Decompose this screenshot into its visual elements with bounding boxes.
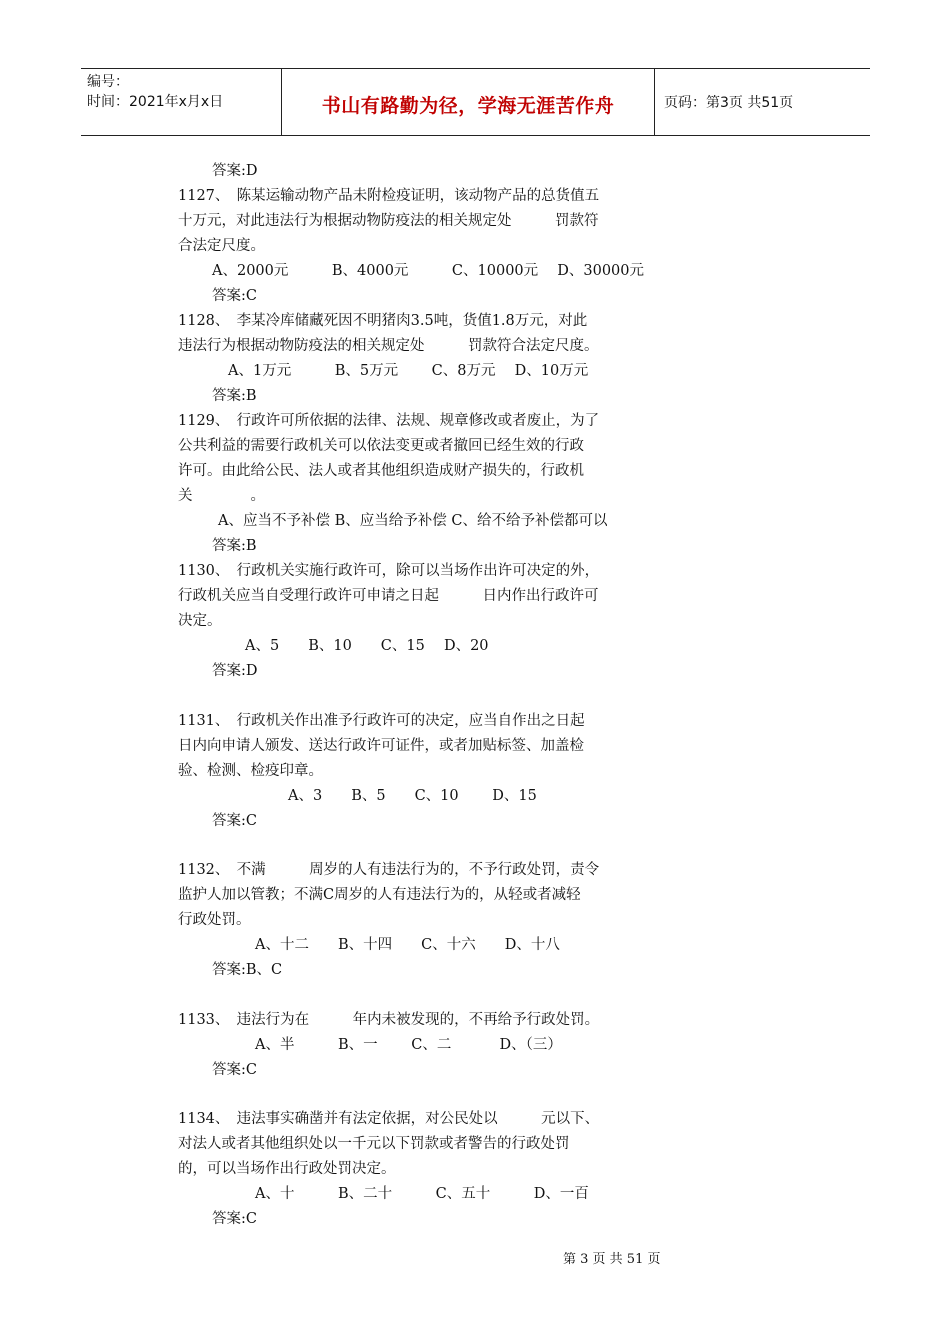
question-1134-options: A、十 B、二十 C、五十 D、一百 (255, 1186, 589, 1202)
question-1127-text: 1127、 陈某运输动物产品未附检疫证明，该动物产品的总货值五 (178, 188, 600, 204)
answer-line: 答案:C (212, 1211, 257, 1227)
question-1130-options: A、5 B、10 C、15 D、20 (245, 638, 489, 654)
question-1131-text: 1131、 行政机关作出准予行政许可的决定，应当自作出之日起 (178, 713, 585, 729)
question-1131-text: 日内向申请人颁发、送达行政许可证件，或者加贴标签、加盖检 (178, 738, 584, 754)
answer-line: 答案:C (212, 1062, 257, 1078)
page-footer: 第 3 页 共 51 页 (563, 1252, 661, 1267)
question-1131-text: 验、检测、检疫印章。 (178, 763, 323, 779)
question-1127-options: A、2000元 B、4000元 C、10000元 D、30000元 (212, 263, 645, 279)
question-1128-text: 违法行为根据动物防疫法的相关规定处 罚款符合法定尺度。 (178, 338, 599, 354)
page-info: 页码：第3页 共51页 (664, 95, 794, 111)
question-1130-text: 行政机关应当自受理行政许可申请之日起 日内作出行政许可 (178, 588, 599, 604)
question-1133-options: A、半 B、一 C、二 D、（三） (255, 1037, 562, 1053)
answer-line: 答案:B (212, 538, 257, 554)
header-motto-cell (282, 69, 655, 135)
question-1127-text: 十万元，对此违法行为根据动物防疫法的相关规定处 罚款符 (178, 213, 599, 229)
answer-line: 答案:C (212, 813, 257, 829)
header-page-cell (655, 69, 870, 135)
header-meta-cell (81, 69, 282, 135)
question-1130-text: 决定。 (178, 613, 222, 629)
motto: 书山有路勤为径，学海无涯苦作舟 (321, 95, 615, 117)
question-1134-text: 对法人或者其他组织处以一千元以下罚款或者警告的行政处罚 (178, 1136, 570, 1152)
question-1132-text: 1132、 不满 周岁的人有违法行为的，不予行政处罚，责令 (178, 862, 600, 878)
question-1129-options: A、应当不予补偿 B、应当给予补偿 C、给不给予补偿都可以 (218, 513, 608, 529)
answer-line: 答案:C (212, 288, 257, 304)
page-header (81, 68, 870, 136)
question-1132-text: 行政处罚。 (178, 912, 251, 928)
question-1132-text: 监护人加以管教；不满C周岁的人有违法行为的，从轻或者减轻 (178, 887, 581, 903)
question-1128-text: 1128、 李某冷库储藏死因不明猪肉3.5吨，货值1.8万元，对此 (178, 313, 588, 329)
document-number: 编号： (87, 74, 129, 90)
question-1133-text: 1133、 违法行为在 年内未被发现的，不再给予行政处罚。 (178, 1012, 600, 1028)
question-1131-options: A、3 B、5 C、10 D、15 (288, 788, 537, 804)
question-1128-options: A、1万元 B、5万元 C、8万元 D、10万元 (228, 363, 589, 379)
answer-line: 答案:B (212, 388, 257, 404)
question-1130-text: 1130、 行政机关实施行政许可，除可以当场作出许可决定的外， (178, 563, 600, 579)
question-1132-options: A、十二 B、十四 C、十六 D、十八 (255, 937, 560, 953)
question-1129-text: 关 。 (178, 488, 265, 504)
question-1127-text: 合法定尺度。 (178, 238, 265, 254)
answer-line: 答案:B、C (212, 962, 283, 978)
question-1134-text: 的，可以当场作出行政处罚决定。 (178, 1161, 396, 1177)
document-time: 时间：2021年x月x日 (87, 94, 224, 110)
question-1134-text: 1134、 违法事实确凿并有法定依据，对公民处以 元以下、 (178, 1111, 600, 1127)
question-1129-text: 公共利益的需要行政机关可以依法变更或者撤回已经生效的行政 (178, 438, 584, 454)
question-1129-text: 许可。由此给公民、法人或者其他组织造成财产损失的，行政机 (178, 463, 584, 479)
question-1129-text: 1129、 行政许可所依据的法律、法规、规章修改或者废止，为了 (178, 413, 600, 429)
answer-line: 答案:D (212, 163, 258, 179)
answer-line: 答案:D (212, 663, 258, 679)
